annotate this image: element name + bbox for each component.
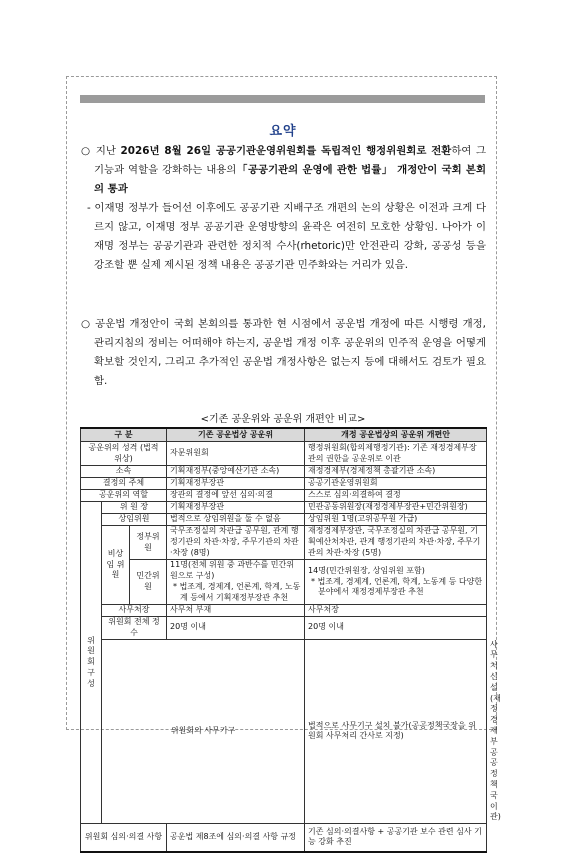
table-row: 사무처장 사무처 부재 사무처장 xyxy=(81,605,487,617)
table-row: 위원회 구성 위 원 장 기획재정부장관 민관공동위원장(재정경제부장관+민간위원장) xyxy=(81,502,487,514)
row-label: 정부위원 xyxy=(130,526,167,560)
table-row: 소속 기획재정부(중앙예산기관 소속) 재정경제부(경제정책 총괄기관 소속) xyxy=(81,466,487,478)
table-row: 위원회 심의·의결 사항 공운법 제8조에 심의·의결 사항 규정 기존 심의·의결사항 + 공공기관 보수 관련 심사 기능 강화 추진 xyxy=(81,824,487,852)
table-row: 민간위원 11명(전체 위원 중 과반수를 민간위원으로 구성) * 법조계, 경제계, 언론계, 학계, 노동계 등에서 기획재정부장관 추천 14명(민간위원장, 상임위원 포함) * 법조계, 경제계, 언론계, 학계, 노동계 등 다양한 분야에서 재정경제부장관 추천 xyxy=(81,560,487,605)
table-row: 공운위의 역할 장관의 결정에 앞선 심의·의결 스스로 심의·의결하여 결정 xyxy=(81,490,487,502)
group-label-committee: 위원회 구성 xyxy=(81,502,102,824)
row-label: 위원회 전체 정수 xyxy=(102,617,167,640)
header-new: 개정 공운법상의 공운위 개편안 xyxy=(305,428,487,442)
table-caption: <기존 공운위와 공운위 개편안 비교> xyxy=(200,414,366,425)
row-label: 상임위원 xyxy=(102,514,167,526)
table-row: 결정의 주체 기획재정부장관 공공기관운영위원회 xyxy=(81,478,487,490)
comparison-table xyxy=(80,427,501,853)
row-label: 위 원 장 xyxy=(102,502,167,514)
table-row: 위원회 전체 정수 20명 이내 20명 이내 xyxy=(81,617,487,640)
row-label: 결정의 주체 xyxy=(81,478,167,490)
table-header-row xyxy=(81,428,487,442)
table-row: 상임위원 법적으로 상임위원을 둘 수 없음 상임위원 1명(고위공무원 가급) xyxy=(81,514,487,526)
summary-title: 요약 xyxy=(269,124,297,139)
row-label: 공운위의 역할 xyxy=(81,490,167,502)
bullet-circle: ○ xyxy=(81,318,91,330)
row-label: 위원회의 사무기구 xyxy=(102,639,305,824)
summary-point-2: ○ 공운법 개정안이 국회 본회의를 통과한 현 시점에서 공운법 개정에 따른 시행령 개정, 관리지침의 정비는 어떠해야 하는지, 공운법 개정 이후 공운위의 민주적 운영을 어떻게 확보할 것인지, 그리고 추가적인 공운법 개정사항은 없는지 등에 대해서도 검토가 필요함. xyxy=(81,318,486,387)
row-label: 소속 xyxy=(81,466,167,478)
bullet-circle: ○ xyxy=(81,145,92,157)
row-label: 사무처장 xyxy=(102,605,167,617)
header-old: 기존 공운법상 공운위 xyxy=(167,428,305,442)
header-category: 구 분 xyxy=(81,428,167,442)
summary-subpoint: - 이재명 정부가 들어선 이후에도 공공기관 지배구조 개편의 논의 상황은 이전과 크게 다르지 않고, 이재명 정부 공공기관 운영방향의 윤곽은 여전히 모호한 상황임. 나아가 이재명 정부는 공공기관과 관련한 정치적 수사(rhetoric)만 안전관리 강화, 공공성 등을 강조할 뿐 실제 제시된 정책 내용은 공공기관 민주화와는 거리가 있음. xyxy=(87,202,486,271)
table-row: 위원회의 사무기구 법적으로 사무기구 설치 불가(공공정책국장을 위원회 사무처리 간사로 지정) 사무처 신설(재정경제부 공공정책국 이관) xyxy=(81,639,487,824)
row-label: 민간위원 xyxy=(130,560,167,605)
bullet-dash: - xyxy=(87,202,91,214)
table-row: 비상임 위원 정부위원 국무조정실의 차관급 공무원, 관계 행정기관의 차관·차장, 주무기관의 차관·차장 (8명) 재정경제부장관, 국무조정실의 차관급 공무원, 기획예산처차관, 관계 행정기관의 차관·차장, 주무기관의 차관·차장 (5명) xyxy=(81,526,487,560)
summary-point-1: ○ 지난 2026년 8월 26일 공공기관운영위원회를 독립적인 행정위원회로 전환하여 그 기능과 역할을 강화하는 내용의「공공기관의 운영에 관한 법률」 개정안이 국회 본회의 통과 xyxy=(81,145,486,195)
subgroup-label-nonstanding: 비상임 위원 xyxy=(102,526,130,605)
title-bar xyxy=(80,95,485,103)
row-label: 공운위의 성격 (법적 위상) xyxy=(81,442,167,466)
table-row: 공운위의 성격 (법적 위상) 자문위원회 행정위원회(합의제행정기관): 기존 재정경제부장관의 권한을 공운위로 이관 xyxy=(81,442,487,466)
row-label: 위원회 심의·의결 사항 xyxy=(81,824,167,852)
